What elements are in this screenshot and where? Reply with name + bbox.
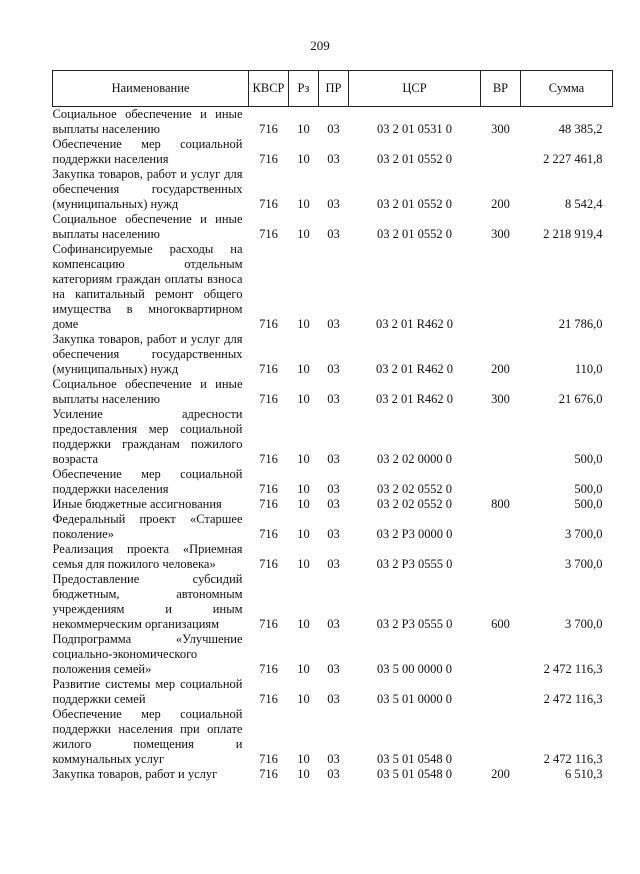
table-row xyxy=(53,332,613,377)
cell-rz: 10 xyxy=(297,317,310,331)
cell-sum: 2 227 461,8 xyxy=(543,152,603,166)
cell-csr: 03 2 01 0552 0 xyxy=(377,152,452,166)
table-row xyxy=(53,167,613,212)
cell-sum: 21 786,0 xyxy=(558,317,603,331)
header-pr: ПР xyxy=(319,71,349,107)
header-name: Наименование xyxy=(53,71,249,107)
cell-csr: 03 5 01 0548 0 xyxy=(377,767,452,781)
cell-csr: 03 5 01 0548 0 xyxy=(377,752,452,766)
cell-pr: 03 xyxy=(327,557,340,571)
table-row xyxy=(53,542,613,572)
cell-name: Социальное обеспечение и иные выплаты населению xyxy=(52,212,243,241)
cell-name: Федеральный проект «Старшее поколение» xyxy=(52,512,243,541)
cell-sum: 3 700,0 xyxy=(565,557,603,571)
cell-csr: 03 2 P3 0555 0 xyxy=(376,557,453,571)
cell-csr: 03 2 02 0552 0 xyxy=(377,497,452,511)
cell-csr: 03 2 02 0552 0 xyxy=(377,482,452,496)
table-row xyxy=(53,512,613,542)
cell-sum: 2 472 116,3 xyxy=(543,752,603,766)
cell-rz: 10 xyxy=(297,392,310,406)
table-row xyxy=(53,242,613,332)
cell-vr: 200 xyxy=(491,767,510,781)
cell-sum: 48 385,2 xyxy=(558,122,603,136)
table-row xyxy=(53,497,613,512)
cell-pr: 03 xyxy=(327,617,340,631)
cell-name: Софинансируемые расходы на компенсацию отдельным категориям граждан оплаты взноса на капитальный ремонт общего имущества в многоквартирном доме xyxy=(52,242,243,331)
cell-vr: 300 xyxy=(491,392,510,406)
cell-kvsr: 716 xyxy=(259,362,278,376)
cell-sum: 500,0 xyxy=(574,482,603,496)
cell-pr: 03 xyxy=(327,227,340,241)
table-row xyxy=(53,572,613,632)
cell-rz: 10 xyxy=(297,122,310,136)
cell-vr xyxy=(481,707,521,767)
cell-vr xyxy=(481,407,521,467)
cell-kvsr: 716 xyxy=(259,767,278,781)
cell-name: Закупка товаров, работ и услуг для обеспечения государственных (муниципальных) нужд xyxy=(52,332,243,376)
cell-name: Социальное обеспечение и иные выплаты населению xyxy=(52,377,243,406)
cell-vr xyxy=(481,137,521,167)
cell-name: Иные бюджетные ассигнования xyxy=(52,497,222,511)
cell-csr: 03 2 01 R462 0 xyxy=(375,317,454,331)
cell-rz: 10 xyxy=(297,767,310,781)
cell-pr: 03 xyxy=(327,197,340,211)
header-rz: Рз xyxy=(289,71,319,107)
cell-pr: 03 xyxy=(327,392,340,406)
cell-pr: 03 xyxy=(327,662,340,676)
table-row xyxy=(53,407,613,467)
cell-vr: 200 xyxy=(491,362,510,376)
cell-name: Закупка товаров, работ и услуг xyxy=(52,767,218,781)
cell-rz: 10 xyxy=(297,692,310,706)
cell-vr xyxy=(481,632,521,677)
cell-pr: 03 xyxy=(327,767,340,781)
table-row xyxy=(53,707,613,767)
cell-rz: 10 xyxy=(297,497,310,511)
cell-pr: 03 xyxy=(327,752,340,766)
cell-pr: 03 xyxy=(327,317,340,331)
cell-pr: 03 xyxy=(327,152,340,166)
header-csr: ЦСР xyxy=(349,71,481,107)
cell-name: Предоставление субсидий бюджетным, автономным учреждениям и иным некоммерческим организациям xyxy=(52,572,243,631)
header-sum: Сумма xyxy=(521,71,613,107)
cell-kvsr: 716 xyxy=(259,557,278,571)
cell-vr: 800 xyxy=(491,497,510,511)
cell-vr xyxy=(481,467,521,497)
cell-vr: 300 xyxy=(491,227,510,241)
cell-kvsr: 716 xyxy=(259,692,278,706)
cell-sum: 110,0 xyxy=(574,362,603,376)
cell-rz: 10 xyxy=(297,197,310,211)
header-kvsr: КВСР xyxy=(249,71,289,107)
cell-name: Реализация проекта «Приемная семья для пожилого человека» xyxy=(52,542,243,571)
cell-kvsr: 716 xyxy=(259,617,278,631)
cell-csr: 03 2 01 0552 0 xyxy=(377,197,452,211)
cell-sum: 8 542,4 xyxy=(565,197,603,211)
cell-rz: 10 xyxy=(297,227,310,241)
cell-name: Развитие системы мер социальной поддержки семей xyxy=(52,677,243,706)
cell-vr xyxy=(481,242,521,332)
page-number: 209 xyxy=(310,38,330,53)
cell-vr: 600 xyxy=(491,617,510,631)
cell-sum: 2 472 116,3 xyxy=(543,662,603,676)
cell-sum: 3 700,0 xyxy=(565,527,603,541)
cell-kvsr: 716 xyxy=(259,527,278,541)
header-vr: ВР xyxy=(481,71,521,107)
cell-name: Обеспечение мер социальной поддержки населения xyxy=(52,137,243,166)
cell-pr: 03 xyxy=(327,452,340,466)
cell-rz: 10 xyxy=(297,152,310,166)
cell-csr: 03 2 P3 0000 0 xyxy=(376,527,453,541)
cell-name: Социальное обеспечение и иные выплаты населению xyxy=(52,107,243,136)
cell-kvsr: 716 xyxy=(259,497,278,511)
cell-csr: 03 2 02 0000 0 xyxy=(377,452,452,466)
cell-vr xyxy=(481,512,521,542)
cell-csr: 03 2 P3 0555 0 xyxy=(376,617,453,631)
cell-rz: 10 xyxy=(297,752,310,766)
cell-vr xyxy=(481,677,521,707)
cell-csr: 03 2 01 0531 0 xyxy=(377,122,452,136)
cell-rz: 10 xyxy=(297,557,310,571)
budget-table xyxy=(52,70,613,782)
cell-pr: 03 xyxy=(327,692,340,706)
cell-sum: 3 700,0 xyxy=(565,617,603,631)
cell-vr: 300 xyxy=(491,122,510,136)
cell-csr: 03 2 01 0552 0 xyxy=(377,227,452,241)
cell-kvsr: 716 xyxy=(259,482,278,496)
cell-rz: 10 xyxy=(297,482,310,496)
table-row xyxy=(53,677,613,707)
table-row xyxy=(53,467,613,497)
cell-kvsr: 716 xyxy=(259,752,278,766)
cell-pr: 03 xyxy=(327,497,340,511)
cell-kvsr: 716 xyxy=(259,122,278,136)
cell-csr: 03 5 01 0000 0 xyxy=(377,692,452,706)
cell-name: Усиление адресности предоставления мер социальной поддержки гражданам пожилого возраста xyxy=(52,407,243,466)
cell-sum: 500,0 xyxy=(574,452,603,466)
cell-pr: 03 xyxy=(327,122,340,136)
cell-csr: 03 5 00 0000 0 xyxy=(377,662,452,676)
cell-name: Закупка товаров, работ и услуг для обеспечения государственных (муниципальных) нужд xyxy=(52,167,243,211)
cell-kvsr: 716 xyxy=(259,452,278,466)
cell-kvsr: 716 xyxy=(259,152,278,166)
cell-kvsr: 716 xyxy=(259,392,278,406)
table-row xyxy=(53,767,613,782)
table-body xyxy=(53,107,613,783)
cell-kvsr: 716 xyxy=(259,662,278,676)
cell-rz: 10 xyxy=(297,662,310,676)
cell-name: Подпрограмма «Улучшение социально-экономического положения семей» xyxy=(52,632,243,676)
cell-vr xyxy=(481,542,521,572)
table-row xyxy=(53,212,613,242)
cell-pr: 03 xyxy=(327,362,340,376)
cell-kvsr: 716 xyxy=(259,317,278,331)
cell-pr: 03 xyxy=(327,527,340,541)
cell-kvsr: 716 xyxy=(259,197,278,211)
cell-rz: 10 xyxy=(297,452,310,466)
table-row xyxy=(53,377,613,407)
cell-sum: 2 472 116,3 xyxy=(543,692,603,706)
cell-sum: 500,0 xyxy=(574,497,603,511)
table-row xyxy=(53,107,613,138)
cell-rz: 10 xyxy=(297,527,310,541)
cell-pr: 03 xyxy=(327,482,340,496)
cell-rz: 10 xyxy=(297,362,310,376)
table-header xyxy=(53,71,613,107)
cell-name: Обеспечение мер социальной поддержки населения xyxy=(52,467,243,496)
cell-sum: 6 510,3 xyxy=(565,767,603,781)
table-row xyxy=(53,137,613,167)
cell-csr: 03 2 01 R462 0 xyxy=(375,362,454,376)
cell-name: Обеспечение мер социальной поддержки населения при оплате жилого помещения и коммунальных услуг xyxy=(52,707,243,766)
cell-csr: 03 2 01 R462 0 xyxy=(375,392,454,406)
cell-kvsr: 716 xyxy=(259,227,278,241)
table-row xyxy=(53,632,613,677)
cell-sum: 2 218 919,4 xyxy=(543,227,603,241)
cell-rz: 10 xyxy=(297,617,310,631)
cell-vr: 200 xyxy=(491,197,510,211)
cell-sum: 21 676,0 xyxy=(558,392,603,406)
